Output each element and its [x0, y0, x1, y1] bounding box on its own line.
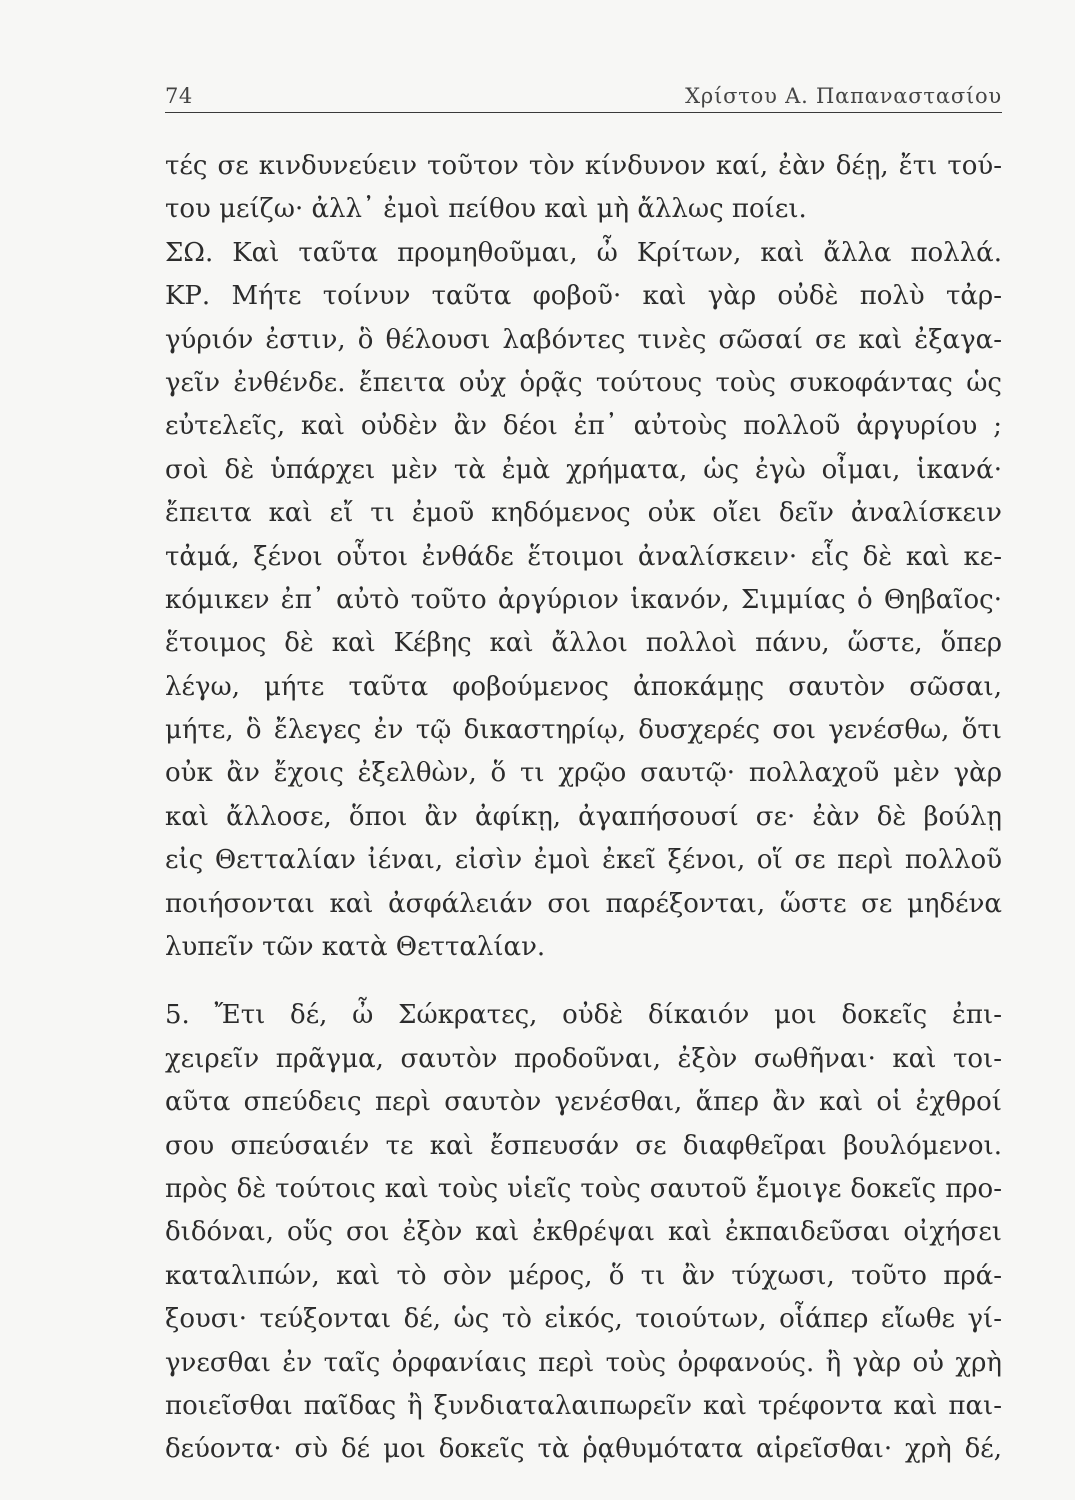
text-line: τἀμά, ξένοι οὗτοι ἐνθάδε ἕτοιμοι ἀναλίσκειν· εἷς δὲ καὶ κε-: [165, 541, 1002, 572]
text-line: ποιήσονται καὶ ἀσφάλειάν σοι παρέξονται, ὥστε σε μηδένα: [165, 888, 1002, 919]
text-line: ξουσι· τεύξονται δέ, ὡς τὸ εἰκός, τοιούτων, οἷάπερ εἴωθε γί-: [165, 1304, 1002, 1335]
paragraph-2: [165, 994, 1002, 1471]
paragraph-1: [165, 145, 1002, 969]
text-line: διδόναι, οὕς σοι ἐξὸν καὶ ἐκθρέψαι καὶ ἐκπαιδεῦσαι οἰχήσει: [165, 1217, 1002, 1248]
text-line: πρὸς δὲ τούτοις καὶ τοὺς υἱεῖς τοὺς σαυτοῦ ἔμοιγε δοκεῖς προ-: [165, 1173, 1002, 1204]
text-line: ἕτοιμος δὲ καὶ Κέβης καὶ ἄλλοι πολλοὶ πάνυ, ὥστε, ὅπερ: [165, 628, 1002, 659]
text-line: ΣΩ. Καὶ ταῦτα προμηθοῦμαι, ὦ Κρίτων, καὶ ἄλλα πολλά.: [165, 237, 1002, 268]
text-line: καταλιπών, καὶ τὸ σὸν μέρος, ὅ τι ἂν τύχωσι, τοῦτο πρά-: [165, 1260, 1002, 1291]
text-line: γεῖν ἐνθένδε. ἔπειτα οὐχ ὁρᾷς τούτους τοὺς συκοφάντας ὡς: [165, 367, 1002, 398]
body-text: [165, 145, 1002, 1472]
text-line: αῦτα σπεύδεις περὶ σαυτὸν γενέσθαι, ἅπερ ἂν καὶ οἱ ἐχθροί: [165, 1087, 1002, 1118]
text-line: ἔπειτα καὶ εἴ τι ἐμοῦ κηδόμενος οὐκ οἴει δεῖν ἀναλίσκειν: [165, 498, 1002, 529]
text-line: λέγω, μήτε ταῦτα φοβούμενος ἀποκάμῃς σαυτὸν σῶσαι,: [165, 671, 1002, 702]
running-head: Χρίστου Α. Παπαναστασίου: [685, 84, 1002, 108]
page-number: 74: [165, 84, 193, 108]
text-line: εἰς Θετταλίαν ἰέναι, εἰσὶν ἐμοὶ ἐκεῖ ξένοι, οἵ σε περὶ πολλοῦ: [165, 845, 1002, 876]
text-line: σου σπεύσαιέν τε καὶ ἔσπευσάν σε διαφθεῖραι βουλόμενοι.: [165, 1130, 1002, 1161]
text-line: μήτε, ὃ ἔλεγες ἐν τῷ δικαστηρίῳ, δυσχερές σοι γενέσθω, ὅτι: [165, 715, 1002, 746]
text-line: ποιεῖσθαι παῖδας ἢ ξυνδιαταλαιπωρεῖν καὶ τρέφοντα καὶ παι-: [165, 1390, 1002, 1421]
text-line: οὐκ ἂν ἔχοις ἐξελθὼν, ὅ τι χρῷο σαυτῷ· πολλαχοῦ μὲν γὰρ: [165, 758, 1002, 789]
text-line: εὐτελεῖς, καὶ οὐδὲν ἂν δέοι ἐπ᾽ αὐτοὺς πολλοῦ ἀργυρίου ;: [165, 411, 1002, 442]
text-line: 5. Ἔτι δέ, ὦ Σώκρατες, οὐδὲ δίκαιόν μοι δοκεῖς ἐπι-: [165, 1000, 1002, 1031]
text-line: γνεσθαι ἐν ταῖς ὀρφανίαις περὶ τοὺς ὀρφανούς. ἢ γὰρ οὐ χρὴ: [165, 1347, 1002, 1378]
paragraph-gap: [165, 969, 1002, 994]
text-line: σοὶ δὲ ὑπάρχει μὲν τὰ ἐμὰ χρήματα, ὡς ἐγὼ οἶμαι, ἱκανά·: [165, 454, 1002, 485]
text-line: δεύοντα· σὺ δέ μοι δοκεῖς τὰ ῥᾳθυμότατα αἱρεῖσθαι· χρὴ δέ,: [165, 1434, 1002, 1465]
text-line: ΚΡ. Μήτε τοίνυν ταῦτα φοβοῦ· καὶ γὰρ οὐδὲ πολὺ τἀρ-: [165, 281, 1002, 312]
text-line: γύριόν ἐστιν, ὃ θέλουσι λαβόντες τινὲς σῶσαί σε καὶ ἐξαγα-: [165, 324, 1002, 355]
page-header: [165, 80, 1002, 113]
text-line: χειρεῖν πρᾶγμα, σαυτὸν προδοῦναι, ἐξὸν σωθῆναι· καὶ τοι-: [165, 1043, 1002, 1074]
text-line: καὶ ἄλλοσε, ὅποι ἂν ἀφίκῃ, ἀγαπήσουσί σε· ἐὰν δὲ βούλῃ: [165, 801, 1002, 832]
text-line: κόμικεν ἐπ᾽ αὐτὸ τοῦτο ἀργύριον ἱκανόν, Σιμμίας ὁ Θηβαῖος·: [165, 584, 1002, 615]
text-line: του μείζω· ἀλλ᾽ ἐμοὶ πείθου καὶ μὴ ἄλλως ποίει.: [165, 194, 807, 225]
text-line: λυπεῖν τῶν κατὰ Θετταλίαν.: [165, 932, 546, 963]
text-line: τές σε κινδυνεύειν τοῦτον τὸν κίνδυνον καί, ἐὰν δέῃ, ἔτι τού-: [165, 151, 1002, 181]
